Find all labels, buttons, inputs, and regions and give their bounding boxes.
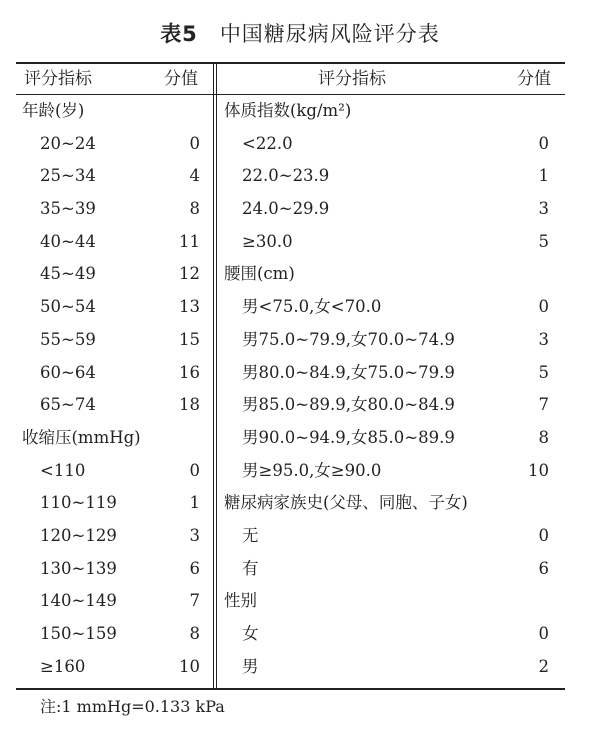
- row-score: 8: [538, 427, 549, 447]
- row-score: 3: [189, 525, 200, 545]
- row-label: 年龄(岁): [22, 101, 85, 120]
- table-row: [22, 553, 200, 586]
- table-row: [224, 553, 549, 586]
- row-score: 0: [189, 133, 200, 153]
- row-score: 5: [538, 231, 549, 251]
- row-label: 25~34: [40, 166, 96, 186]
- table-row: [22, 487, 200, 520]
- table-note: 注:1 mmHg=0.133 kPa: [40, 697, 225, 716]
- row-score: 11: [179, 231, 200, 251]
- row-label: 65~74: [40, 395, 96, 415]
- top-rule: [16, 62, 565, 64]
- row-score: 0: [538, 297, 549, 317]
- table-row: [224, 160, 549, 193]
- row-label: 140~149: [40, 591, 117, 611]
- row-label: 60~64: [40, 362, 96, 382]
- row-label: 40~44: [40, 231, 96, 251]
- row-label: 腰围(cm): [224, 264, 295, 284]
- table-row: [224, 618, 549, 651]
- row-score: 0: [538, 525, 549, 545]
- header-right-indicator: 评分指标: [318, 69, 386, 89]
- table-group-row: [224, 95, 549, 128]
- row-score: 5: [538, 362, 549, 382]
- table-row: [224, 324, 549, 357]
- header-left-indicator: 评分指标: [24, 69, 92, 89]
- row-label: 性别: [224, 591, 257, 611]
- row-score: 6: [538, 558, 549, 578]
- column-divider: [213, 62, 217, 690]
- row-score: 8: [189, 624, 200, 643]
- table-row: [224, 455, 549, 488]
- row-score: 7: [538, 395, 549, 415]
- table-title: [0, 18, 600, 48]
- row-score: 4: [189, 166, 200, 186]
- row-label: 男: [242, 656, 259, 676]
- row-label: 糖尿病家族史(父母、同胞、子女): [224, 493, 468, 513]
- table-row: [22, 291, 200, 324]
- table-row: [22, 128, 200, 161]
- row-label: 男80.0~84.9,女75.0~79.9: [242, 362, 455, 382]
- table-group-row: [224, 487, 549, 520]
- table-row: [224, 389, 549, 422]
- table-row: [22, 160, 200, 193]
- row-label: 男≥95.0,女≥90.0: [242, 460, 382, 480]
- table-row: [22, 585, 200, 618]
- table-group-row: [22, 95, 200, 128]
- table-row: [224, 422, 549, 455]
- row-score: 3: [538, 329, 549, 349]
- table-row: [22, 324, 200, 357]
- row-label: 110~119: [40, 493, 117, 513]
- row-label: 男85.0~89.9,女80.0~84.9: [242, 395, 455, 415]
- row-label: 22.0~23.9: [242, 166, 330, 186]
- table-row: [224, 651, 549, 684]
- row-label: 120~129: [40, 525, 117, 545]
- row-score: 10: [528, 460, 549, 480]
- row-label: 35~39: [40, 199, 96, 219]
- bottom-rule: [16, 688, 565, 690]
- row-label: 150~159: [40, 624, 117, 643]
- table-row: [22, 357, 200, 390]
- row-label: ≥160: [40, 656, 86, 676]
- row-score: 0: [189, 460, 200, 480]
- row-score: 18: [179, 395, 200, 415]
- header-left-score: 分值: [164, 69, 198, 89]
- row-score: 0: [538, 624, 549, 643]
- row-label: 130~139: [40, 558, 117, 578]
- row-score: 15: [179, 329, 200, 349]
- row-score: 6: [189, 558, 200, 578]
- table-group-row: [22, 422, 200, 455]
- row-label: 体质指数(kg/m²): [224, 101, 352, 120]
- table-row: [224, 193, 549, 226]
- row-score: 10: [179, 656, 200, 676]
- row-score: 8: [189, 199, 200, 219]
- table-row: [22, 389, 200, 422]
- table-title-text: 中国糖尿病风险评分表: [219, 22, 440, 46]
- table-row: [224, 357, 549, 390]
- table-row: [22, 455, 200, 488]
- table-row: [224, 520, 549, 553]
- table-group-row: [224, 258, 549, 291]
- row-score: 1: [189, 493, 200, 513]
- row-score: 16: [179, 362, 200, 382]
- left-column: [22, 95, 200, 683]
- right-column: [224, 95, 549, 683]
- row-label: 收缩压(mmHg): [22, 427, 141, 447]
- row-label: ≥30.0: [242, 231, 293, 251]
- row-label: <110: [40, 460, 86, 480]
- table-row: [22, 258, 200, 291]
- row-label: 男75.0~79.9,女70.0~74.9: [242, 329, 455, 349]
- header-right-score: 分值: [517, 69, 551, 89]
- table-row: [224, 291, 549, 324]
- row-score: 1: [538, 166, 549, 186]
- row-label: 男<75.0,女<70.0: [242, 297, 382, 317]
- table-row: [22, 520, 200, 553]
- row-score: 0: [538, 133, 549, 153]
- row-score: 3: [538, 199, 549, 219]
- row-label: 55~59: [40, 329, 96, 349]
- row-label: 女: [242, 624, 259, 643]
- row-label: 24.0~29.9: [242, 199, 330, 219]
- table-number: 表5: [160, 22, 198, 46]
- table-row: [22, 193, 200, 226]
- row-label: 有: [242, 558, 259, 578]
- row-score: 12: [179, 264, 200, 284]
- row-label: <22.0: [242, 133, 293, 153]
- table-row: [224, 226, 549, 259]
- row-label: 45~49: [40, 264, 96, 284]
- row-label: 50~54: [40, 297, 96, 317]
- table-row: [224, 128, 549, 161]
- row-score: 13: [179, 297, 200, 317]
- row-label: 男90.0~94.9,女85.0~89.9: [242, 427, 455, 447]
- table-group-row: [224, 585, 549, 618]
- row-score: 2: [538, 656, 549, 676]
- row-label: 无: [242, 525, 259, 545]
- row-score: 7: [189, 591, 200, 611]
- table-row: [22, 618, 200, 651]
- table-row: [22, 226, 200, 259]
- row-label: 20~24: [40, 133, 96, 153]
- table-row: [22, 651, 200, 684]
